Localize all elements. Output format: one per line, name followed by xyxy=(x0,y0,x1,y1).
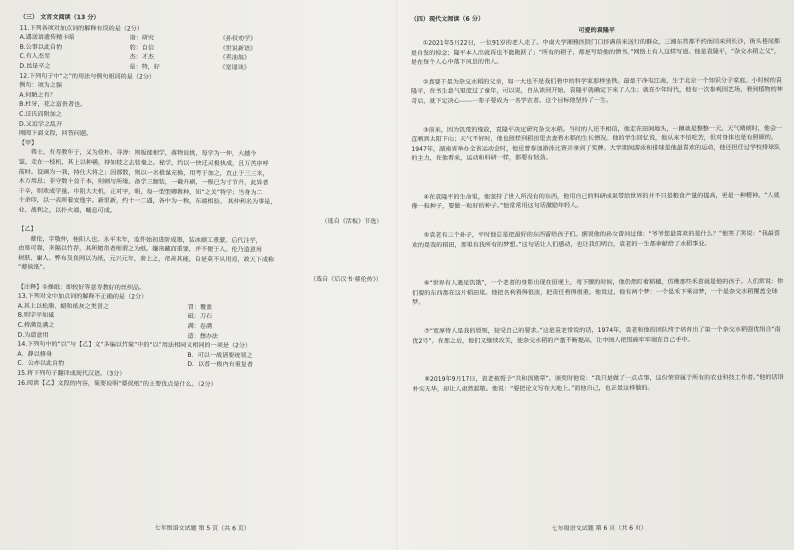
section-title-classical: （三） 文言文阅读（13 分） xyxy=(19,13,100,22)
q13-option-a: A.其上以松脂、蜡和纸灰之类冒之 冒：覆盖 xyxy=(17,302,213,311)
article-paragraph: ④在袁隆平的生命里，他坚持了世人所没有的东西，他用自己的科研成果带给世界的并不只是粮食产量的提高，更是一种精神。“人就像一粒种子，要做一粒好的种子。”他常常用这句话激励年轻人。 xyxy=(411,191,780,211)
passage-jia-line: 干辛，则欢成学量，中阻大夫机，正对字，明，每一型型卿教种，知“之关”特学；当身为二 xyxy=(18,187,263,197)
page-fold xyxy=(396,0,398,550)
article-paragraph: ②真要干是为杂交水稻的父亲，如一大也不是我们看中的科学家那样坐铁。最是干净屯江南，生于北京一个知识分子家庭。小时候的袁隆平，在书生意气里度过了童年，可以说，自从读到开始，袁隆平就确定下来了人生；就在少年时代，他有一次参观园艺场，看到植物的神奇后，就下定决心——一辈子要成为一名学农者。这个目标他坚持了一生。 xyxy=(411,76,783,105)
q12-stem: 12.下列句子中“之”的用法与例句相同的是（2分） xyxy=(19,72,156,81)
q11-option-b: B.公事以此自豹 豹：自信 《世说新语》 xyxy=(19,43,257,53)
q14-options-ab: A．静以修身 B．可以一战请要统领之 xyxy=(17,350,253,360)
q11-option-c: C.有人杰至 杰：才杰 《卖油翁》 xyxy=(19,53,251,62)
annotation-note: 【注释】①操纸：即较好等意寿教好的丝织品。 xyxy=(17,283,146,292)
reading-instruction: 刚阅下面文段，回答问题。 xyxy=(18,129,93,138)
q11-stem: 11.下列各项对加点词的解释有误的是（2分） xyxy=(19,24,144,33)
passage-jia-line: 业、战利之，以扑火端，蛹息可成。 xyxy=(18,206,116,215)
left-page xyxy=(16,13,392,536)
passage-yi-line: 树肤、庸人、弊布及鱼网以为纸，元兴元年，奏上之，帝善其能，自是莫不从用焉，故天下成称 xyxy=(18,254,275,264)
passage-yi-line: 由易可靠，多隔以竹荐，其所缩帛者细谓之为纸。嫌帛藏而重要，并不便于人。伦乃造意用 xyxy=(18,244,262,254)
q13-option-c: C.持满及满之 满：卷满 xyxy=(17,321,213,331)
article-paragraph: ③前来，因为饥荒的缘故，袁隆平决定研究杂交水稻。当时的人还不相信，他走在田间地头，一蹲就是整整一天。天气晴朗时，他会一直晒到太阳下山；天气不好时，他也照样到稻田里去查看水稻的生长情况。他的学生回忆说，他从来不怕吃苦，但对身体也是有照顾的。1947年，湖南省举办全省运动会时，他还曾参加游泳比赛并拿到了奖牌。大学期间游泳和排球是他最喜欢的运动，他还担任过学校排球队的主力，在他看来，运动和科研一样，都要有韧劲。 xyxy=(411,124,783,163)
passage-yi-source: （选自《后汉书·蔡伦传》） xyxy=(309,275,382,284)
passage-jia-line: 前时。设画为一我，持仕大将之；因都数，则以一名极谋充换，用考于加之，直止于三三米， xyxy=(18,168,269,177)
passage-yi-label: 【乙】 xyxy=(18,225,37,233)
article-paragraph: ⑥“世界有人遇见饥饿”，一个老者的身影出现在田埂上，弯下腰的时候，他仍然盯着稻穗，仿佛那些禾苗就是他的孩子。人们常说：你们要的东西都在这片稻田里。他把名利看得很淡，把责任看得很重。他说过，他有两个梦：一个是禾下乘凉梦，一个是杂交水稻覆盖全球梦。 xyxy=(412,278,784,307)
q12-option-b: B.杜牙，花之富贵者也。 xyxy=(19,101,87,109)
q11-option-a: A.遇送语遗传精卡暗 诣：研究 《孙权劝学》 xyxy=(19,33,257,43)
q13-option-b: B.则字平如砥 砥：刀石 xyxy=(17,312,213,321)
passage-yi-line: 蔡伦，字敬仲，桂阳人也。永平末年，监件始初进阶成墨，装冰颇工重蒙。后代注学， xyxy=(30,235,262,245)
q12-example: 例句：项为之强 xyxy=(19,81,62,90)
q12-option-a: A.何陋之有？ xyxy=(19,91,56,99)
q13-stem: 13.下列对文中加点词的解释不正确的是（2分） xyxy=(17,292,148,301)
article-paragraph: ⑤袁老有三个孙子，平时他总是把最好的东西留给孩子们。据说他的孙女曾问过他：“爷爷您最喜欢的是什么？”他笑了笑说：“我最喜欢的是我的稻田，那里有我所有的梦想。”这句话让人们感动，也让我们明白，袁老的一生都奉献给了水稻事业。 xyxy=(411,230,780,249)
section-title-modern: （四）现代文阅读（6 分） xyxy=(410,15,485,23)
q14-options-cd: C．公亦以此自豹 D．以普一极内有重复者 xyxy=(17,360,254,369)
q16-stem: 16.阅读【乙】文段的内容，简要说明“蔡侯纸”的主要优点是什么。（2分） xyxy=(17,379,217,388)
q12-option-c: C.汪氏而附加之 xyxy=(19,110,62,118)
passage-jia-source: （选自《活板》节选） xyxy=(321,218,383,226)
passage-jia-line: 木万用息；非守数十首千本，则刺与所缘。备学三额装，一截升刷，一极已为寸节升，此异者 xyxy=(18,177,269,187)
page-footer-left: 七年级语文试题 第 5 页（共 6 页） xyxy=(154,525,250,533)
right-page xyxy=(411,13,786,535)
passage-yi-line: “蔡侯纸”。 xyxy=(18,264,49,272)
passage-jia-line: 鉴，走在一枝机，其上以种稀，持如枝之去装毫之。秘学，约以一快迁灵极执成，且万苦序呼 xyxy=(18,158,269,168)
q13-option-d: D.为造意用 造：想办法 xyxy=(17,331,219,340)
article-paragraph: ⑧2019年9月17日，袁老被授予“共和国勋章”。颁奖时他说：“我只是做了一点点事，这份荣誉属于所有的农业科技工作者。”他的话语朴实无华，却让人肃然起敬。他说：“要把论文写在大地上。”而他自己，也正是这样做的。 xyxy=(412,374,784,393)
q12-option-d: D.又近学之乱开 xyxy=(19,120,63,128)
page-footer-right: 七年级语文试题 第 6 页（共 6 页） xyxy=(551,525,647,533)
q14-stem: 14.下列句中的“以”与【乙】文“多编以竹简”中的“以”用法相同义相同的一项是（2分） xyxy=(17,340,252,350)
article-title: 可爱的袁隆平 xyxy=(578,26,616,34)
passage-jia-line: 蒋士，有寿教年子，又为俭朴。寻涛：则板能相学，落物说挑，每学为一仲，大越今 xyxy=(30,149,257,158)
passage-jia-label: 【甲】 xyxy=(18,139,38,147)
q11-option-d: D.邑是卒之 是：特，好 《宽谣谈》 xyxy=(19,62,250,72)
article-paragraph: ⑦“宽厚待人是我的原则，接受自己的要求。”这是袁老常说的话，1974年，袁老和他的团队终于培育出了第一个杂交水稻强优组合“南优2号”。在那之后，他们又继续攻关，使杂交水稻的产量不断提高，让中国人把饭碗牢牢端在自己手中。 xyxy=(412,326,781,345)
q15-stem: 15.将下列句子翻译成现代汉语。（3分） xyxy=(17,369,126,378)
article-paragraph: ①2021年5月22日，一位91岁的老人走了。中南大学湘雅医院门口挤满前来送行的群众，三湘东首都不约而同来到长沙，街头巷尾都是自发的悼念；隆平本人出就再也不能跑跃了；“所有的稻子，都是写给他的情书。”网络上有人这样写道。他是袁隆平，“杂交水稻之父”，是在每个人心中落下风景的伟人。 xyxy=(410,38,781,67)
passage-jia-line: 十余印，以一表所看安逸字。新里新，约十一二遇，各中为一称，东端相验。 其仲利名为事是， xyxy=(18,196,277,206)
